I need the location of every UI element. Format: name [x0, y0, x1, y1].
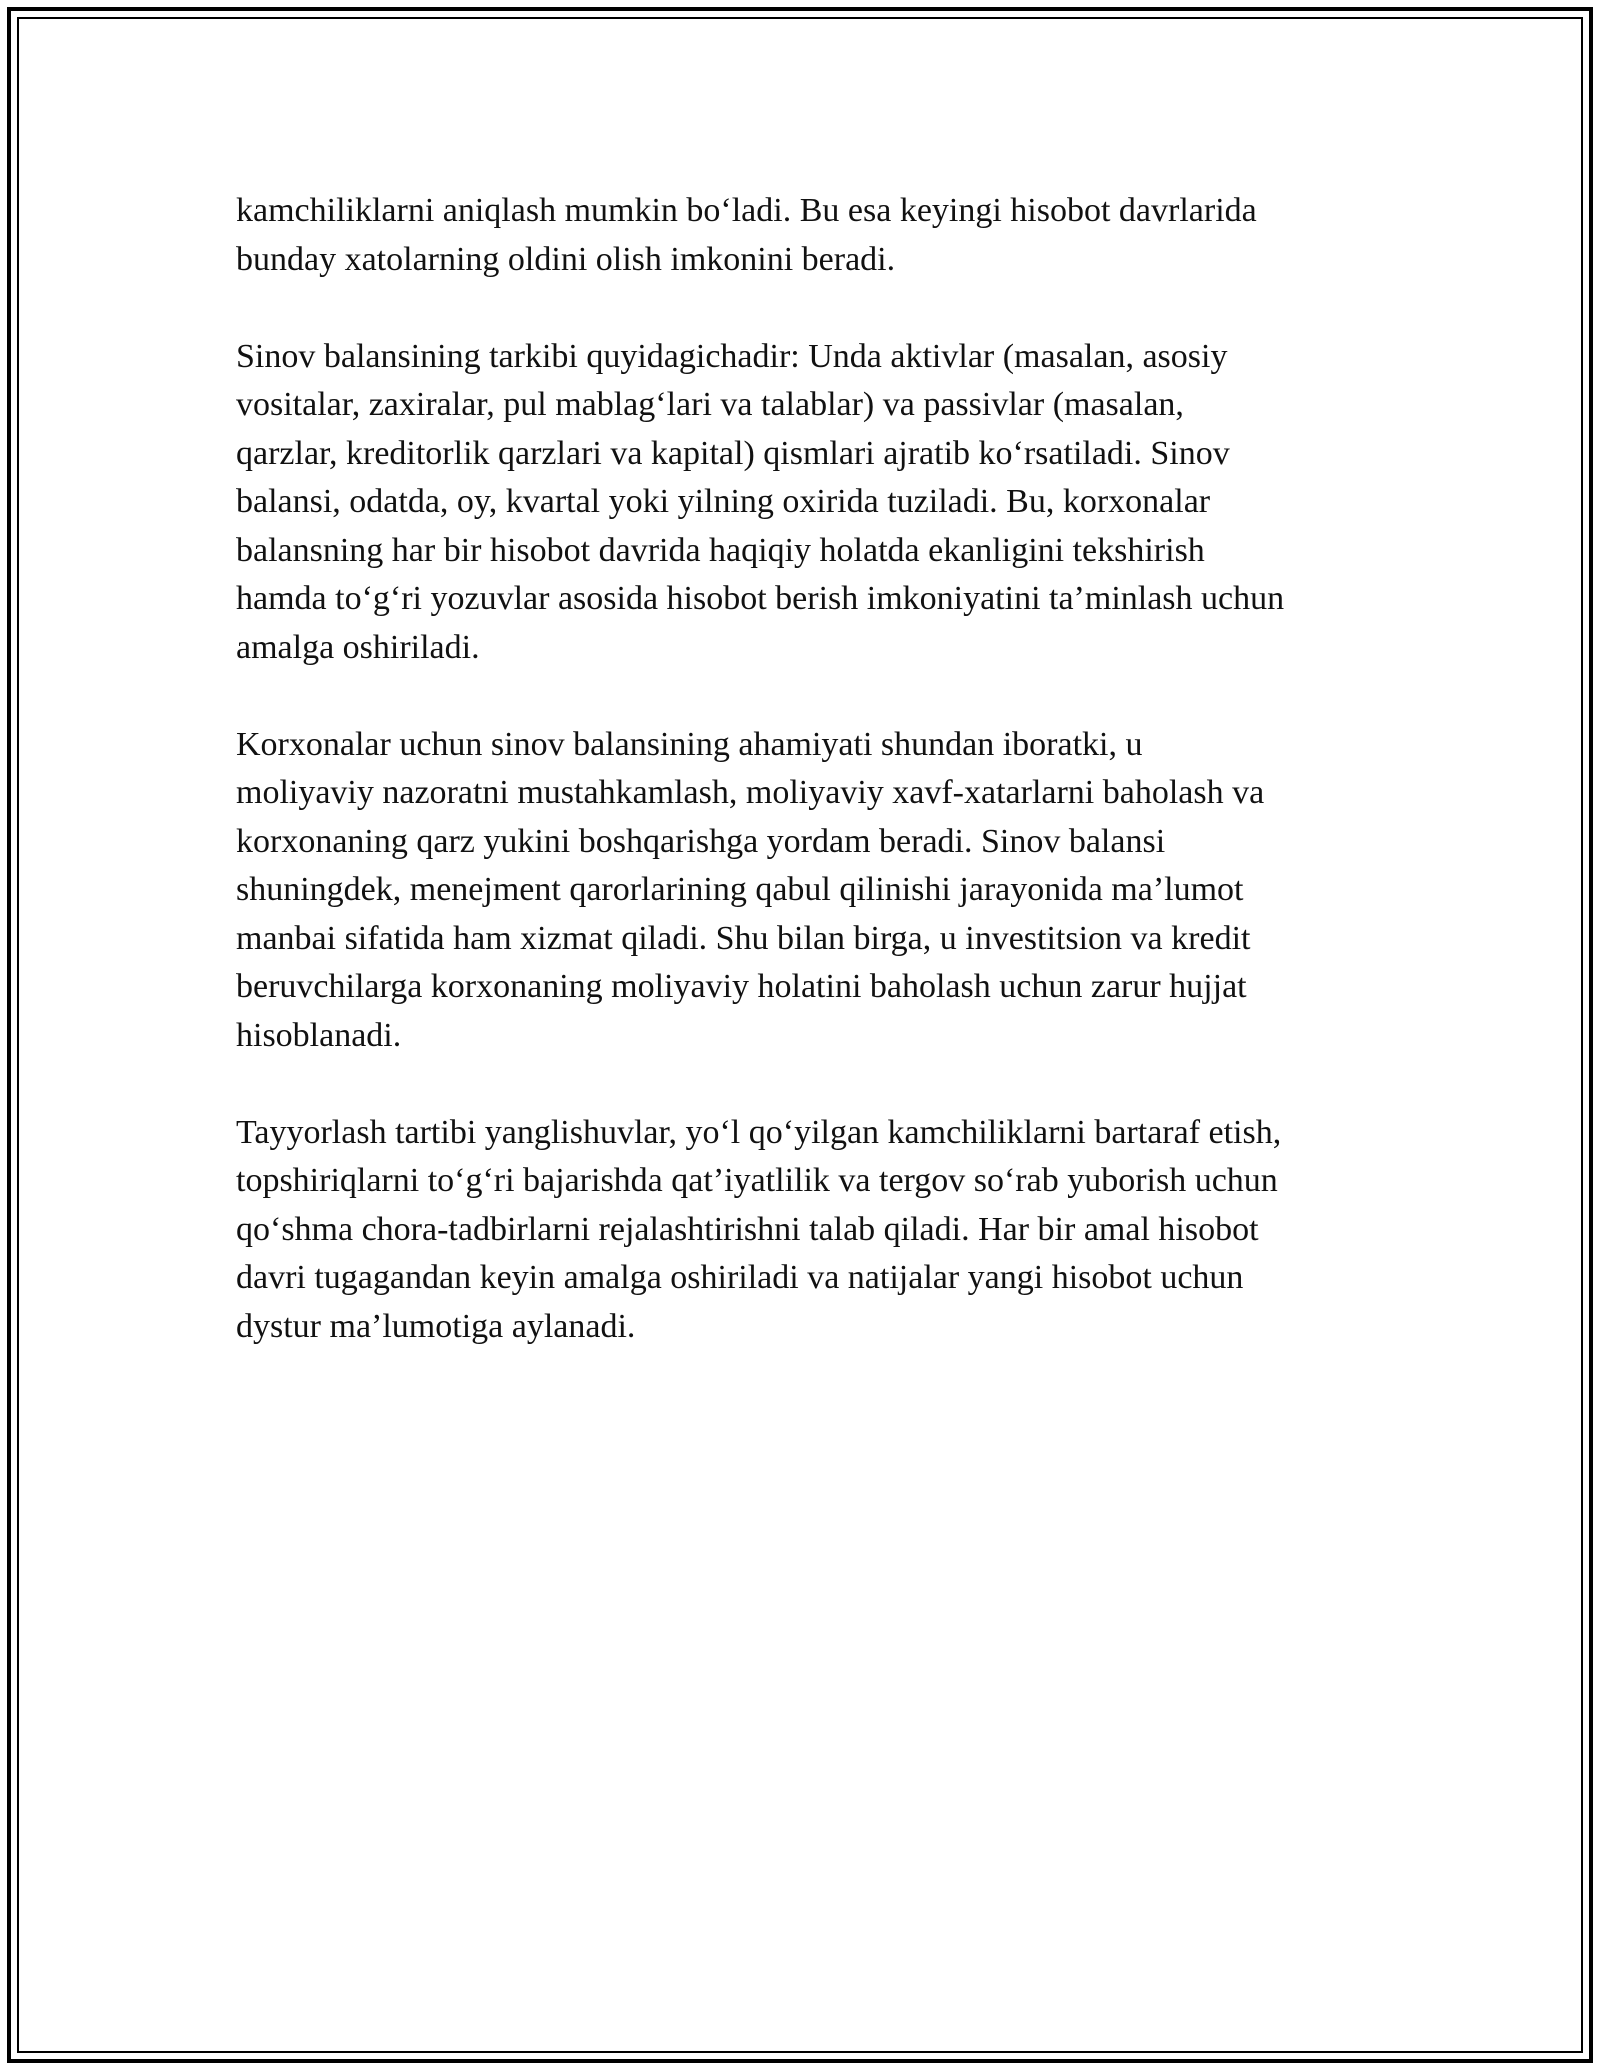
paragraph-2: Sinov balansining tarkibi quyidagichadir: Unda aktivlar (masalan, asosiy vositalar, zaxiralar, pul mablag‘lari va talablar) va passivlar (masalan, qarzlar, kreditorlik qarzlari va kapital) qismlari ajratib ko‘rsatiladi. Sinov balansi, odatda, oy, kvartal yoki yilning oxirida tuziladi. Bu, korxonalar balansning har bir hisobot davrida haqiqiy holatda ekanligini tekshirish hamda to‘g‘ri yozuvlar asosida hisobot berish imkoniyatini ta’minlash uchun amalga oshiriladi. — [236, 337, 1285, 666]
paragraph-4: Tayyorlash tartibi yanglishuvlar, yo‘l qo‘yilgan kamchiliklarni bartaraf etish, topshiriqlarni to‘g‘ri bajarishda qat’iyatlilik va tergov so‘rab yuborish uchun qo‘shma chora-tadbirlarni rejalashtirishni talab qiladi. Har bir amal hisobot davri tugagandan keyin amalga oshiriladi va natijalar yangi hisobot uchun dystur ma’lumotiga aylanadi. — [236, 1113, 1282, 1345]
document-body — [236, 187, 1396, 1351]
paragraph-3: Korxonalar uchun sinov balansining ahamiyati shundan iboratki, u moliyaviy nazoratni mustahkamlash, moliyaviy xavf-xatarlarni baholash va korxonaning qarz yukini boshqarishga yordam beradi. Sinov balansi shuningdek, menejment qarorlarining qabul qilinishi jarayonida ma’lumot manbai sifatida ham xizmat qiladi. Shu bilan birga, u investitsion va kredit beruvchilarga korxonaning moliyaviy holatini baholash uchun zarur hujjat hisoblanadi. — [236, 725, 1265, 1054]
paragraph-1: kamchiliklarni aniqlash mumkin bo‘ladi. Bu esa keyingi hisobot davrlarida bunday xatolarning oldini olish imkonini beradi. — [236, 192, 1257, 278]
